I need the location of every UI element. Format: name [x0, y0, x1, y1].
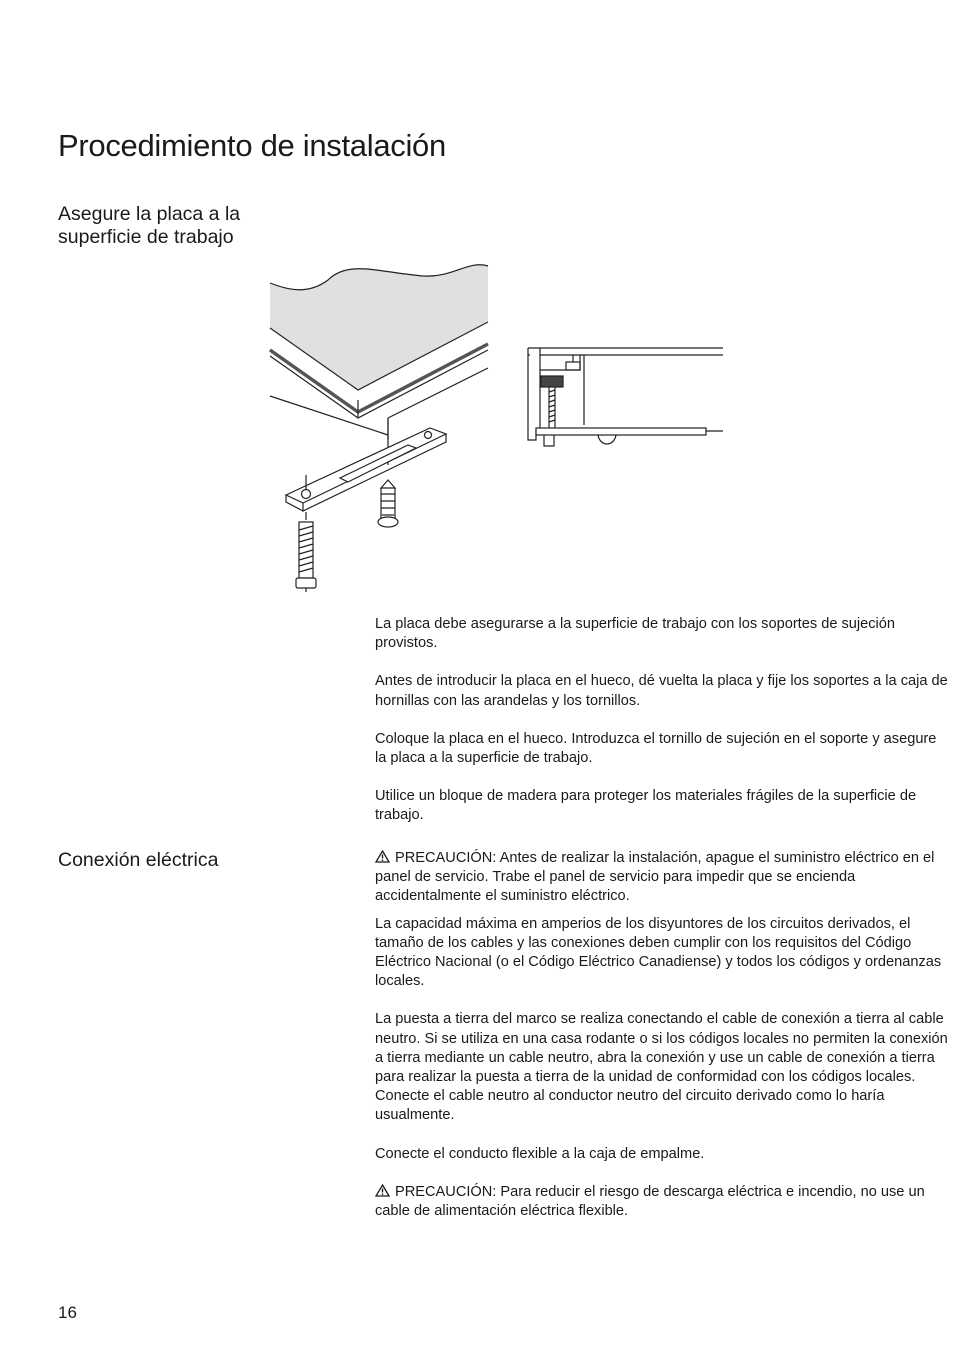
caution-text: Para reducir el riesgo de descarga eléctrica e incendio, no use un cable de alimentación eléctrica flexible.	[375, 1183, 925, 1220]
section-heading-electrical: Conexión eléctrica	[58, 849, 219, 871]
cooktop-bracket-diagram-icon	[268, 250, 728, 600]
electrical-instructions	[375, 849, 950, 1221]
caution-text: Antes de realizar la instalación, apague el suministro eléctrico en el panel de servicio. Trabe el panel de servicio para impedir que se encienda accidentalmente el suministro eléctrico.	[375, 850, 935, 905]
paragraph: La placa debe asegurarse a la superficie de trabajo con los soportes de sujeción provistos.	[375, 616, 896, 652]
paragraph: Conecte el conducto flexible a la caja de empalme.	[375, 1145, 705, 1162]
paragraph: Antes de introducir la placa en el hueco, dé vuelta la placa y fije los soportes a la caja de hornillas con las arandelas y los tornillos.	[375, 673, 948, 709]
paragraph: Utilice un bloque de madera para proteger los materiales frágiles de la superficie de trabajo.	[375, 788, 917, 824]
paragraph: Coloque la placa en el hueco. Introduzca el tornillo de sujeción en el soporte y asegure la placa a la superficie de trabajo.	[375, 730, 937, 767]
caution-notice	[375, 1183, 950, 1221]
page-number: 16	[58, 1303, 77, 1322]
page-title: Procedimiento de instalación	[58, 128, 446, 163]
installation-diagram	[268, 250, 728, 600]
warning-triangle-icon	[375, 1184, 390, 1197]
caution-notice	[375, 849, 950, 907]
warning-triangle-icon	[375, 850, 390, 863]
paragraph: La capacidad máxima en amperios de los disyuntores de los circuitos derivados, el tamaño de los cables y las conexiones deben cumplir con los requisitos del Código Eléctrico Nacional (o el Código Eléctrico Canadiense) y todos los códigos y ordenanzas locales.	[375, 915, 942, 990]
cooktop-corner-drawing	[270, 265, 488, 592]
section-heading-secure: Asegure la placa a la superficie de trabajo	[58, 203, 241, 248]
caution-label: PRECAUCIÓN:	[395, 850, 497, 866]
secure-instructions	[375, 615, 950, 845]
paragraph: La puesta a tierra del marco se realiza conectando el cable de conexión a tierra al cable neutro. Si se utiliza en una casa rodante o si los códigos locales no permiten la conexión a tierra mediante un cable neutro, abra la conexión y use un cable de conexión a tierra para realizar la puesta a tierra de la unidad de conformidad con los códigos locales. Conecte el cable neutro al conductor neutro del circuito derivado como lo haría usualmente.	[375, 1011, 948, 1124]
mounted-section-drawing	[528, 348, 723, 446]
caution-label: PRECAUCIÓN:	[395, 1183, 497, 1200]
